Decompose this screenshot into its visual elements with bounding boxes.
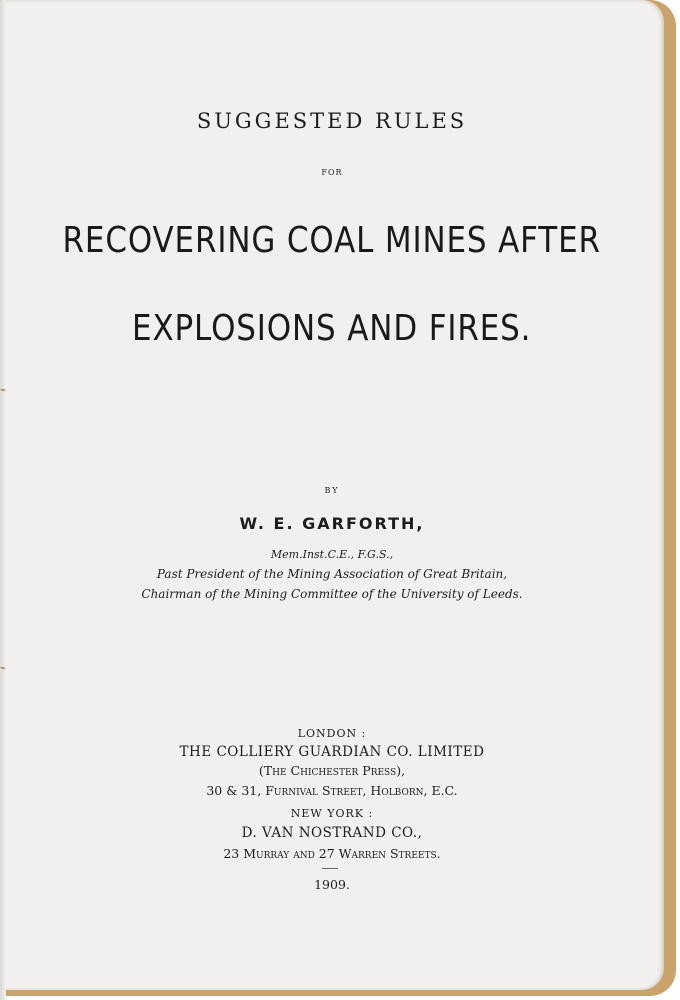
suggested-rules-heading: SUGGESTED RULES	[196, 109, 468, 133]
author-position-1: Past President of the Mining Association of Great Britain,	[156, 567, 508, 581]
imprint-address-1: 30 & 31, Furnival Street, Holborn, E.C.	[206, 783, 458, 798]
imprint-city-new-york: NEW YORK :	[290, 807, 374, 820]
author-credentials: Mem.Inst.C.E., F.G.S.,	[270, 548, 394, 561]
divider-rule	[322, 868, 338, 869]
imprint-press: (The Chichester Press),	[258, 763, 406, 778]
imprint-publisher-2: D. VAN NOSTRAND CO.,	[241, 825, 423, 841]
binding-thread-mark: ⌁	[0, 663, 7, 674]
imprint-address-2: 23 Murray and 27 Warren Streets.	[223, 846, 441, 861]
imprint-year: 1909.	[314, 877, 350, 892]
imprint-city-london: LONDON :	[297, 727, 367, 740]
author-position-2: Chairman of the Mining Committee of the University of Leeds.	[141, 587, 523, 601]
by-connector: BY	[324, 486, 340, 495]
imprint-publisher-1: THE COLLIERY GUARDIAN CO. LIMITED	[179, 744, 485, 760]
author-name: W. E. GARFORTH,	[239, 514, 425, 533]
main-title-line-2: EXPLOSIONS AND FIRES.	[132, 308, 532, 349]
binding-thread-mark: ⌁	[0, 385, 7, 396]
main-title-line-1: RECOVERING COAL MINES AFTER	[62, 220, 601, 261]
for-connector: FOR	[321, 168, 343, 177]
